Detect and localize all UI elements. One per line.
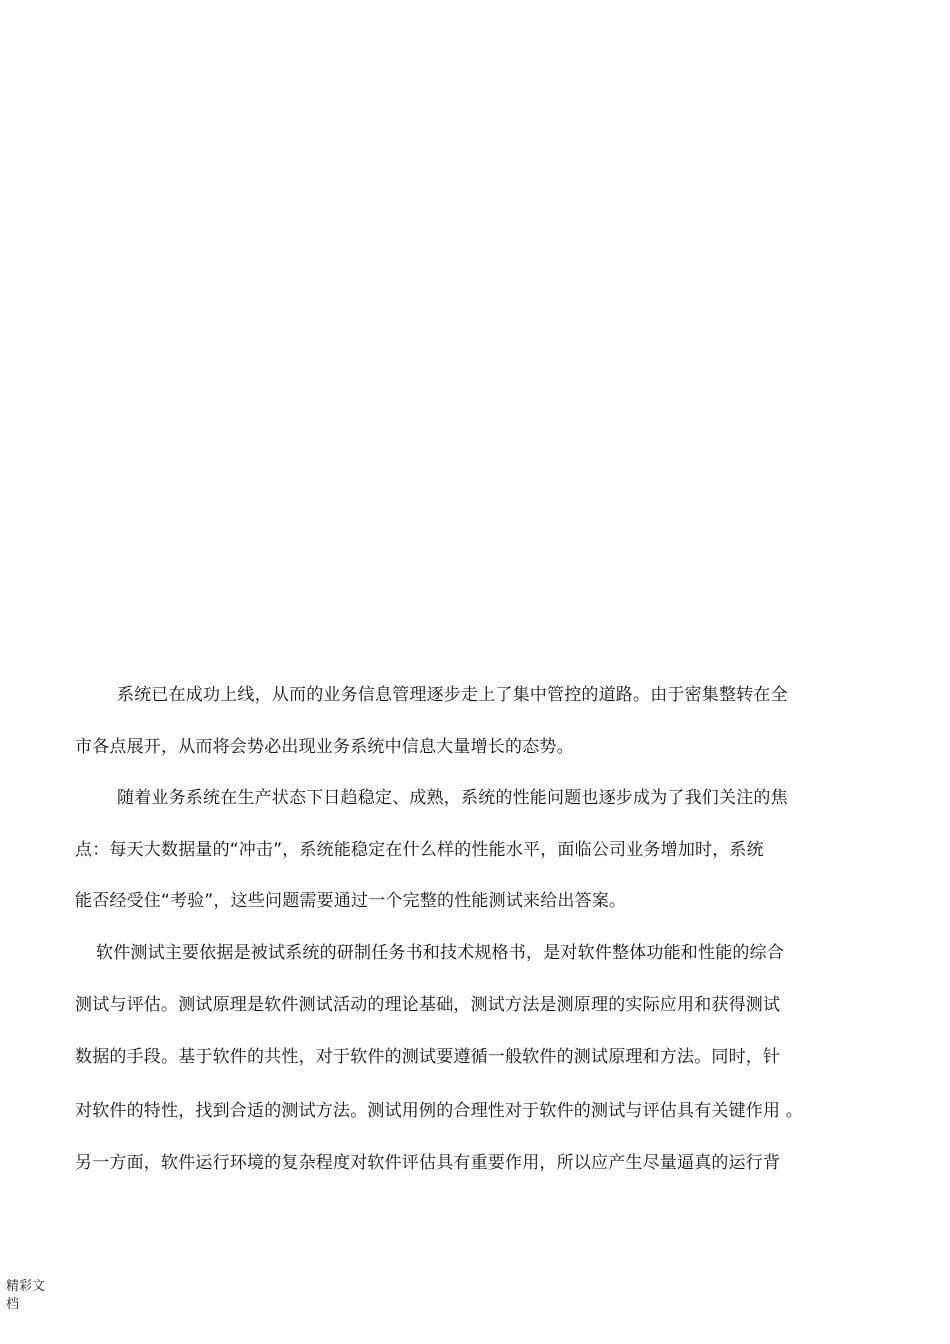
paragraph-3-line-4: 对软件的特性，找到合适的测试方法。测试用例的合理性对于软件的测试与评估具有关键作用 。	[75, 1101, 804, 1121]
paragraph-1-line-1: 系统已在成功上线，从而的业务信息管理逐步走上了集中管控的道路。由于密集整转在全	[117, 685, 788, 705]
paragraph-2-line-3: 能否经受住“考验”，这些问题需要通过一个完整的性能测试来给出答案。	[75, 891, 627, 911]
paragraph-1-line-2: 市各点展开，从而将会势必出现业务系统中信息大量增长的态势。	[75, 737, 574, 757]
paragraph-3-line-2: 测试与评估。测试原理是软件测试活动的理论基础，测试方法是测原理的实际应用和获得测试	[75, 995, 781, 1015]
paragraph-2-line-2: 点：每天大数据量的“冲击”，系统能稳定在什么样的性能水平，面临公司业务增加时，系统	[75, 840, 764, 860]
footer-label: 精彩文档	[6, 1279, 46, 1312]
paragraph-3-line-1: 软件测试主要依据是被试系统的研制任务书和技术规格书，是对软件整体功能和性能的综合	[96, 943, 784, 963]
paragraph-2-line-1: 随着业务系统在生产状态下日趋稳定、成熟，系统的性能问题也逐步成为了我们关注的焦	[117, 788, 788, 808]
paragraph-3-line-3: 数据的手段。基于软件的共性，对于软件的测试要遵循一般软件的测试原理和方法。同时，针	[75, 1047, 781, 1067]
paragraph-3-line-5: 另一方面，软件运行环境的复杂程度对软件评估具有重要作用，所以应产生尽量逼真的运行背	[75, 1153, 781, 1173]
